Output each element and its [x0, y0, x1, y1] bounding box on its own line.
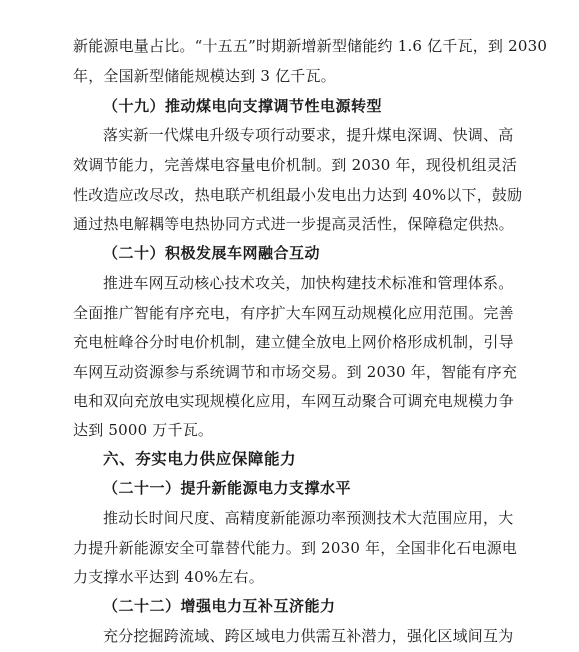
paragraph-line: 推进车网互动核心技术攻关，加快构建技术标准和管理体系。 — [103, 274, 514, 292]
paragraph-line: 车网互动资源参与系统调节和市场交易。到 2030 年，智能有序充 — [73, 363, 518, 381]
paragraph-line: 达到 5000 万千瓦。 — [73, 421, 214, 439]
subsection-heading-20: （二十）积极发展车网融合互动 — [103, 244, 321, 262]
section-heading-6: 六、夯实电力供应保障能力 — [103, 450, 297, 468]
paragraph-line: 全面推广智能有序充电，有序扩大车网互动规模化应用范围。完善 — [73, 304, 514, 322]
paragraph-line: 电和双向充放电实现规模化应用，车网互动聚合可调充电规模力争 — [73, 392, 514, 410]
paragraph-line: 充分挖掘跨流域、跨区域电力供需互补潜力，强化区域间互为 — [103, 627, 514, 645]
subsection-heading-22: （二十二）增强电力互补互济能力 — [103, 597, 336, 615]
paragraph-line: 落实新一代煤电升级专项行动要求，提升煤电深调、快调、高 — [103, 126, 514, 144]
paragraph-line: 年，全国新型储能规模达到 3 亿千瓦。 — [73, 67, 336, 85]
subsection-heading-21: （二十一）提升新能源电力支撑水平 — [103, 479, 352, 497]
paragraph-line: 充电桩峰谷分时电价机制，建立健全放电上网价格形成机制，引导 — [73, 333, 514, 351]
paragraph-line: 效调节能力，完善煤电容量电价机制。到 2030 年，现役机组灵活 — [73, 156, 518, 174]
subsection-heading-19: （十九）推动煤电向支撑调节性电源转型 — [103, 97, 383, 115]
paragraph-line: 新能源电量占比。“十五五”时期新增新型储能约 1.6 亿千瓦，到 2030 — [73, 37, 548, 55]
paragraph-line: 力提升新能源安全可靠替代能力。到 2030 年，全国非化石电源电 — [73, 539, 518, 557]
paragraph-line: 通过热电解耦等电热协同方式进一步提高灵活性，保障稳定供热。 — [73, 215, 514, 233]
paragraph-line: 性改造应改尽改，热电联产机组最小发电出力达到 40%以下，鼓励 — [73, 186, 523, 204]
paragraph-line: 力支撑水平达到 40%左右。 — [73, 568, 264, 586]
paragraph-line: 推动长时间尺度、高精度新能源功率预测技术大范围应用，大 — [103, 509, 514, 527]
